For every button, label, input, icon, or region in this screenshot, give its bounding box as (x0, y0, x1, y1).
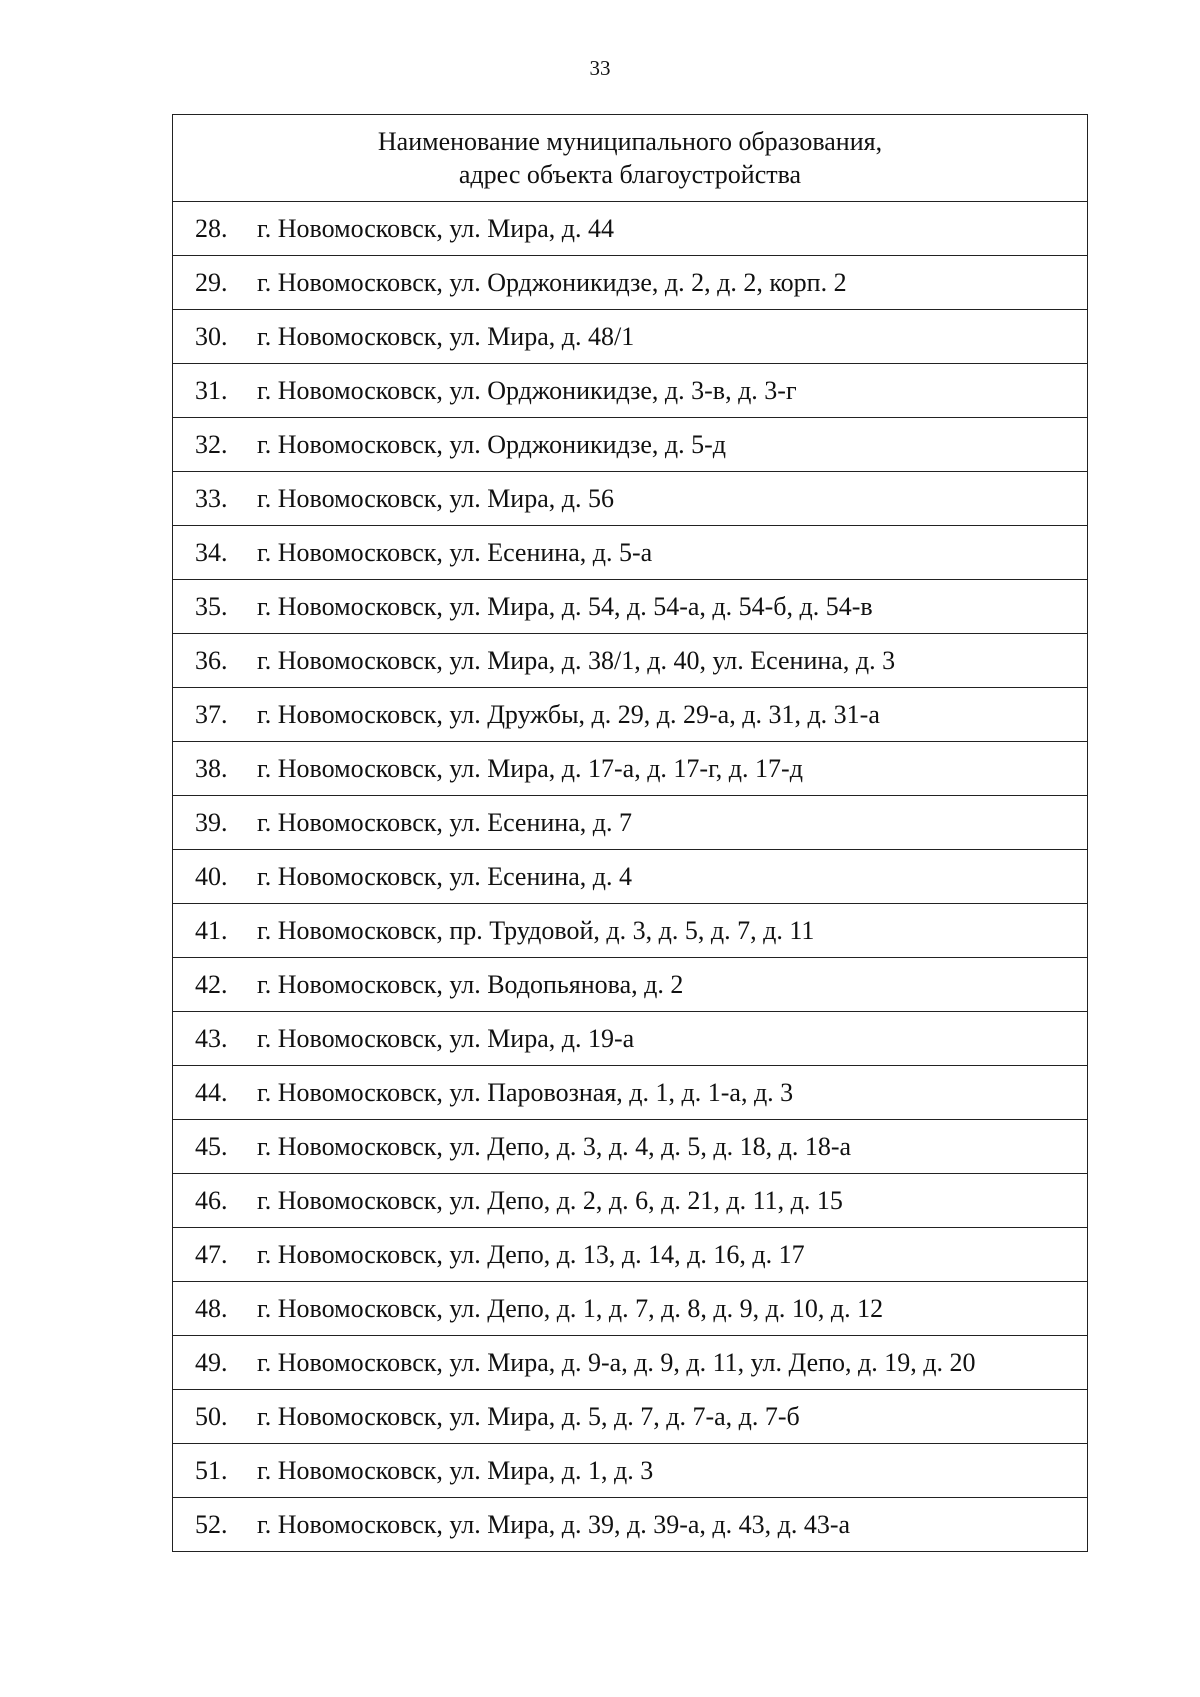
table-row (173, 1498, 1088, 1552)
row-number: 51. (195, 1455, 228, 1485)
table-cell (173, 526, 1088, 580)
table-row (173, 1444, 1088, 1498)
table-row (173, 418, 1088, 472)
table-cell (173, 904, 1088, 958)
row-number: 43. (195, 1023, 228, 1053)
table-row (173, 1120, 1088, 1174)
row-address: г. Новомосковск, ул. Депо, д. 2, д. 6, д. 21, д. 11, д. 15 (257, 1185, 843, 1215)
row-number: 37. (195, 699, 228, 729)
row-address: г. Новомосковск, ул. Есенина, д. 4 (257, 861, 632, 891)
table-cell (173, 1498, 1088, 1552)
table-cell (173, 1444, 1088, 1498)
table-cell (173, 256, 1088, 310)
row-number: 34. (195, 537, 228, 567)
table-row (173, 526, 1088, 580)
row-number: 40. (195, 861, 228, 891)
row-number: 29. (195, 267, 228, 297)
table-row (173, 256, 1088, 310)
table-row (173, 1066, 1088, 1120)
row-address: г. Новомосковск, ул. Мира, д. 48/1 (257, 321, 635, 351)
table-row (173, 688, 1088, 742)
row-number: 30. (195, 321, 228, 351)
row-address: г. Новомосковск, ул. Дружбы, д. 29, д. 29-а, д. 31, д. 31-а (257, 699, 880, 729)
row-number: 39. (195, 807, 228, 837)
row-address: г. Новомосковск, ул. Мира, д. 5, д. 7, д. 7-а, д. 7-б (257, 1401, 800, 1431)
row-number: 35. (195, 591, 228, 621)
table-cell (173, 1174, 1088, 1228)
row-address: г. Новомосковск, ул. Мира, д. 44 (257, 213, 614, 243)
table-cell (173, 472, 1088, 526)
table-cell (173, 202, 1088, 256)
table-cell (173, 958, 1088, 1012)
table-row (173, 472, 1088, 526)
row-address: г. Новомосковск, ул. Мира, д. 19-а (257, 1023, 635, 1053)
row-address: г. Новомосковск, ул. Орджоникидзе, д. 2, д. 2, корп. 2 (257, 267, 847, 297)
table-row (173, 958, 1088, 1012)
table-cell (173, 418, 1088, 472)
table-cell (173, 850, 1088, 904)
row-address: г. Новомосковск, ул. Есенина, д. 7 (257, 807, 632, 837)
row-number: 42. (195, 969, 228, 999)
row-address: г. Новомосковск, ул. Паровозная, д. 1, д. 1-а, д. 3 (257, 1077, 794, 1107)
table-cell (173, 1336, 1088, 1390)
table-cell (173, 1228, 1088, 1282)
table-cell (173, 1120, 1088, 1174)
table-cell (173, 1066, 1088, 1120)
table-cell (173, 742, 1088, 796)
table-cell (173, 1012, 1088, 1066)
row-address: г. Новомосковск, ул. Мира, д. 1, д. 3 (257, 1455, 654, 1485)
table-cell (173, 796, 1088, 850)
table-cell (173, 310, 1088, 364)
row-address: г. Новомосковск, ул. Есенина, д. 5-а (257, 537, 653, 567)
row-address: г. Новомосковск, ул. Мира, д. 54, д. 54-а, д. 54-б, д. 54-в (257, 591, 873, 621)
table-row (173, 1174, 1088, 1228)
table-header (173, 115, 1088, 202)
row-number: 48. (195, 1293, 228, 1323)
row-address: г. Новомосковск, ул. Мира, д. 56 (257, 483, 614, 513)
table-row (173, 1012, 1088, 1066)
row-number: 49. (195, 1347, 228, 1377)
row-address: г. Новомосковск, ул. Депо, д. 3, д. 4, д. 5, д. 18, д. 18-а (257, 1131, 852, 1161)
row-number: 41. (195, 915, 228, 945)
header-line-2: адрес объекта благоустройства (458, 160, 802, 189)
row-address: г. Новомосковск, ул. Мира, д. 38/1, д. 40, ул. Есенина, д. 3 (257, 645, 896, 675)
table-header-row (173, 115, 1088, 202)
row-address: г. Новомосковск, ул. Водопьянова, д. 2 (257, 969, 684, 999)
row-address: г. Новомосковск, ул. Мира, д. 39, д. 39-а, д. 43, д. 43-а (257, 1509, 851, 1539)
table-row (173, 1390, 1088, 1444)
row-number: 28. (195, 213, 228, 243)
table-cell (173, 1390, 1088, 1444)
row-number: 33. (195, 483, 228, 513)
row-address: г. Новомосковск, ул. Мира, д. 9-а, д. 9, д. 11, ул. Депо, д. 19, д. 20 (257, 1347, 976, 1377)
table-row (173, 1228, 1088, 1282)
table-row (173, 580, 1088, 634)
table-cell (173, 688, 1088, 742)
table-row (173, 1336, 1088, 1390)
row-address: г. Новомосковск, ул. Депо, д. 13, д. 14, д. 16, д. 17 (257, 1239, 805, 1269)
table-row (173, 310, 1088, 364)
table-row (173, 1282, 1088, 1336)
table-row (173, 742, 1088, 796)
table-row (173, 364, 1088, 418)
row-address: г. Новомосковск, ул. Депо, д. 1, д. 7, д. 8, д. 9, д. 10, д. 12 (257, 1293, 884, 1323)
row-number: 31. (195, 375, 228, 405)
row-number: 44. (195, 1077, 228, 1107)
table-row (173, 904, 1088, 958)
table-row (173, 796, 1088, 850)
table-cell (173, 1282, 1088, 1336)
table-row (173, 202, 1088, 256)
row-address: г. Новомосковск, ул. Орджоникидзе, д. 3-в, д. 3-г (257, 375, 797, 405)
row-number: 38. (195, 753, 228, 783)
row-number: 50. (195, 1401, 228, 1431)
table-row (173, 634, 1088, 688)
header-line-1: Наименование муниципального образования, (377, 127, 883, 156)
row-address: г. Новомосковск, пр. Трудовой, д. 3, д. 5, д. 7, д. 11 (257, 915, 815, 945)
row-number: 52. (195, 1509, 228, 1539)
row-number: 32. (195, 429, 228, 459)
row-address: г. Новомосковск, ул. Мира, д. 17-а, д. 17-г, д. 17-д (257, 753, 803, 783)
row-address: г. Новомосковск, ул. Орджоникидзе, д. 5-д (257, 429, 727, 459)
table-cell (173, 364, 1088, 418)
table-body (173, 202, 1088, 1552)
row-number: 45. (195, 1131, 228, 1161)
row-number: 47. (195, 1239, 228, 1269)
row-number: 36. (195, 645, 228, 675)
row-number: 46. (195, 1185, 228, 1215)
table-cell (173, 580, 1088, 634)
table-cell (173, 634, 1088, 688)
table-row (173, 850, 1088, 904)
page-number: 33 (589, 56, 611, 80)
address-table (172, 114, 1088, 1552)
